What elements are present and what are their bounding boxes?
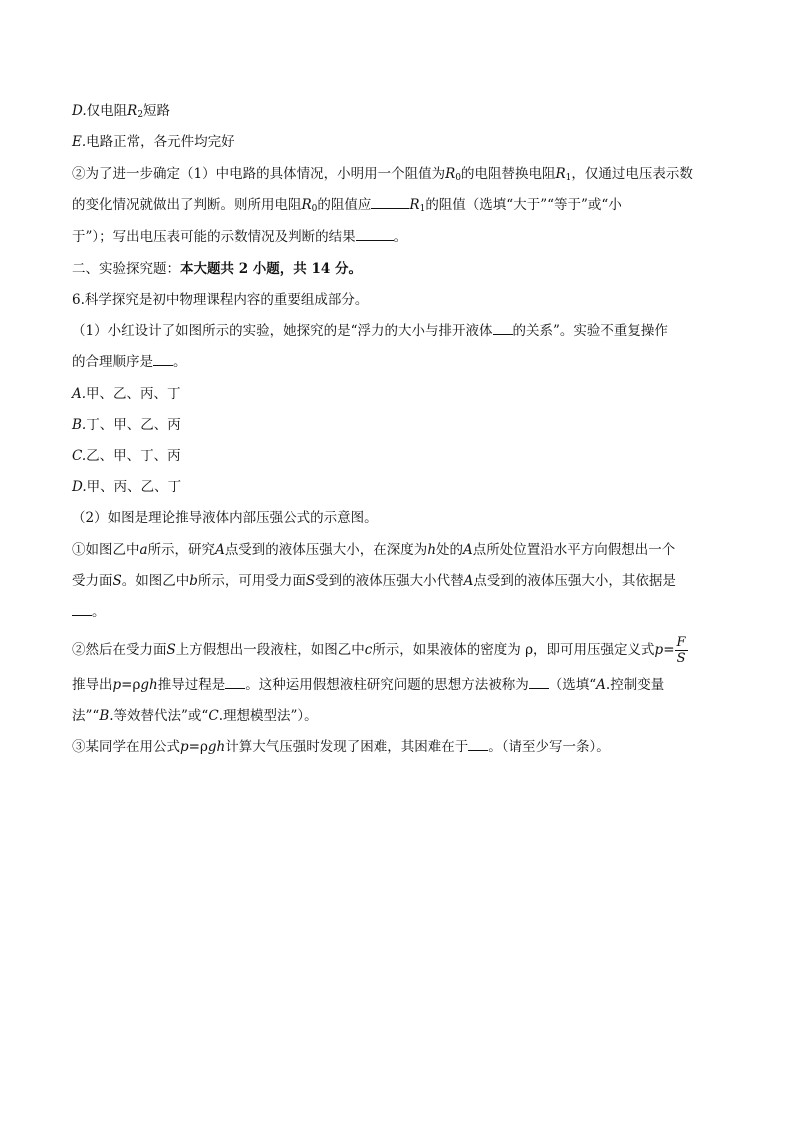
option-text: 仅电阻 (86, 103, 128, 119)
var: S (166, 642, 176, 658)
text-run: （2）如图是理论推导液体内部压强公式的示意图。 (72, 510, 378, 526)
text-run: 上方假想出一段液柱，如图乙中 (175, 642, 365, 658)
text-run: =ρ (121, 677, 141, 693)
option-label: E. (72, 134, 87, 150)
text-run: .理想模型法”）。 (218, 708, 318, 724)
text-run: 处的 (436, 542, 464, 558)
text-run: .等效替代法”或“ (109, 708, 209, 724)
question-line (72, 572, 676, 590)
option-d-line (72, 102, 170, 124)
answer-blank[interactable] (356, 228, 394, 241)
question-line (72, 353, 187, 371)
var: A (215, 542, 225, 558)
text-run: ②然后在受力面 (72, 642, 167, 658)
option-label: B. (72, 417, 87, 433)
option-label: A. (72, 386, 87, 402)
option-text: 电路正常，各元件均完好 (86, 134, 235, 150)
option-b-line (72, 416, 181, 434)
option-c-line (72, 447, 181, 465)
text-run: 点受到的液体压强大小，在深度为 (224, 542, 428, 558)
var: B (99, 708, 110, 724)
option-text-tail: 短路 (143, 103, 171, 119)
option-text: 甲、丙、乙、丁 (86, 479, 182, 495)
text-run: 。如图乙中 (121, 573, 190, 589)
text-run: 所示，如果液体的密度为 ρ，即可用压强定义式 (372, 642, 655, 658)
option-d-line (72, 478, 181, 496)
var-r: R (301, 197, 312, 213)
var-r: R (445, 166, 456, 182)
text-run: 。 (173, 354, 187, 370)
section-title: 二、实验探究题： (72, 261, 180, 277)
var: C (208, 708, 219, 724)
text-run: =ρ (188, 739, 208, 755)
text-run: 受到的液体压强大小代替 (315, 573, 464, 589)
text-run: 推导出 (72, 677, 113, 693)
subscript: 0 (311, 204, 318, 214)
text-run: 于”）；写出电压表可能的示数情况及判断的结果 (72, 229, 356, 245)
text-run: = (663, 642, 675, 658)
var-r: R (409, 197, 420, 213)
text-run: 的电阻替换电阻 (461, 166, 556, 182)
fraction-denominator: S (676, 651, 686, 666)
text-run: 的合理顺序是 (72, 354, 153, 370)
question-line (72, 228, 407, 246)
answer-blank[interactable] (468, 738, 488, 751)
option-label: D. (72, 479, 87, 495)
text-run: ③某同学在用公式 (72, 739, 180, 755)
text-run: 所示，可用受力面 (197, 573, 306, 589)
question-line (72, 676, 664, 694)
text-run: ①如图乙中 (72, 542, 140, 558)
text-run: 。这种运用假想液柱研究问题的思想方法被称为 (245, 677, 529, 693)
section-heading (72, 260, 362, 278)
option-e-line (72, 133, 235, 151)
question-line (72, 707, 318, 725)
text-run: 的阻值（选填“大于”“等于”或“小 (425, 197, 622, 213)
var: A (596, 677, 606, 693)
answer-blank[interactable] (529, 676, 549, 689)
text-run: ，仅通过电压表示数 (571, 166, 693, 182)
var: S (305, 573, 316, 589)
subscript: 1 (565, 173, 572, 183)
text-run: 所示，研究 (147, 542, 216, 558)
text-run: 点所处位置沿水平方向假想出一个 (472, 542, 676, 558)
var: gh (140, 677, 158, 693)
text-run: 。 (393, 229, 408, 245)
answer-blank[interactable] (72, 603, 92, 616)
text-run: 。 (92, 604, 106, 620)
text-run: 计算大气压强时发现了困难，其困难在于 (225, 739, 469, 755)
var: b (189, 573, 198, 589)
fraction (675, 635, 688, 666)
var: c (364, 642, 373, 658)
var: S (112, 573, 122, 589)
text-run: 的变化情况就做出了判断。则所用电阻 (72, 197, 302, 213)
text-run: 推导过程是 (157, 677, 226, 693)
text-run: 点受到的液体压强大小，其依据是 (473, 573, 676, 589)
question-line (72, 635, 688, 666)
var-r: R (555, 166, 566, 182)
question-line (72, 322, 668, 340)
text-run: 。（请至少写一条）。 (488, 739, 610, 755)
question-line (72, 165, 693, 187)
option-label: C. (72, 448, 87, 464)
var: h (427, 542, 437, 558)
subscript: 0 (455, 173, 461, 183)
option-label: D. (72, 103, 87, 119)
text-run: .控制变量 (605, 677, 665, 693)
answer-blank[interactable] (371, 196, 409, 209)
question-stem (72, 291, 368, 309)
question-line (72, 509, 378, 527)
question-line (72, 196, 622, 218)
var: a (139, 542, 148, 558)
answer-blank[interactable] (153, 353, 173, 366)
text-run: ②为了进一步确定（1）中电路的具体情况，小明用一个阻值为 (72, 166, 446, 182)
option-text: 丁、甲、乙、丙 (86, 417, 181, 433)
subscript: 2 (137, 110, 144, 120)
answer-blank[interactable] (225, 676, 245, 689)
option-a-line (72, 385, 181, 403)
var: p (112, 677, 122, 693)
option-text: 乙、甲、丁、丙 (86, 448, 181, 464)
var: A (463, 542, 473, 558)
option-text: 甲、乙、丙、丁 (86, 386, 181, 402)
var: p (654, 642, 664, 658)
subscript: 1 (419, 204, 426, 214)
var: gh (207, 739, 226, 755)
text-run: 受力面 (72, 573, 113, 589)
var-r: R (127, 103, 138, 119)
question-line (72, 603, 106, 621)
text-run: 的关系”。实验不重复操作 (512, 323, 668, 339)
answer-blank[interactable] (493, 322, 513, 335)
question-line (72, 738, 610, 756)
text-run: 的阻值应 (317, 197, 372, 213)
var: A (463, 573, 474, 589)
question-line (72, 541, 675, 559)
text-run: （选填“ (548, 677, 597, 693)
text-run: （1）小红设计了如图所示的实验，她探究的是“浮力的大小与排开液体 (72, 323, 493, 339)
text-run: 法”“ (72, 708, 100, 724)
fraction-numerator: F (676, 635, 686, 650)
text-run: 6.科学探究是初中物理课程内容的重要组成部分。 (72, 292, 369, 308)
var: p (180, 739, 189, 755)
section-info: 本大题共 2 小题，共 14 分。 (180, 261, 362, 277)
